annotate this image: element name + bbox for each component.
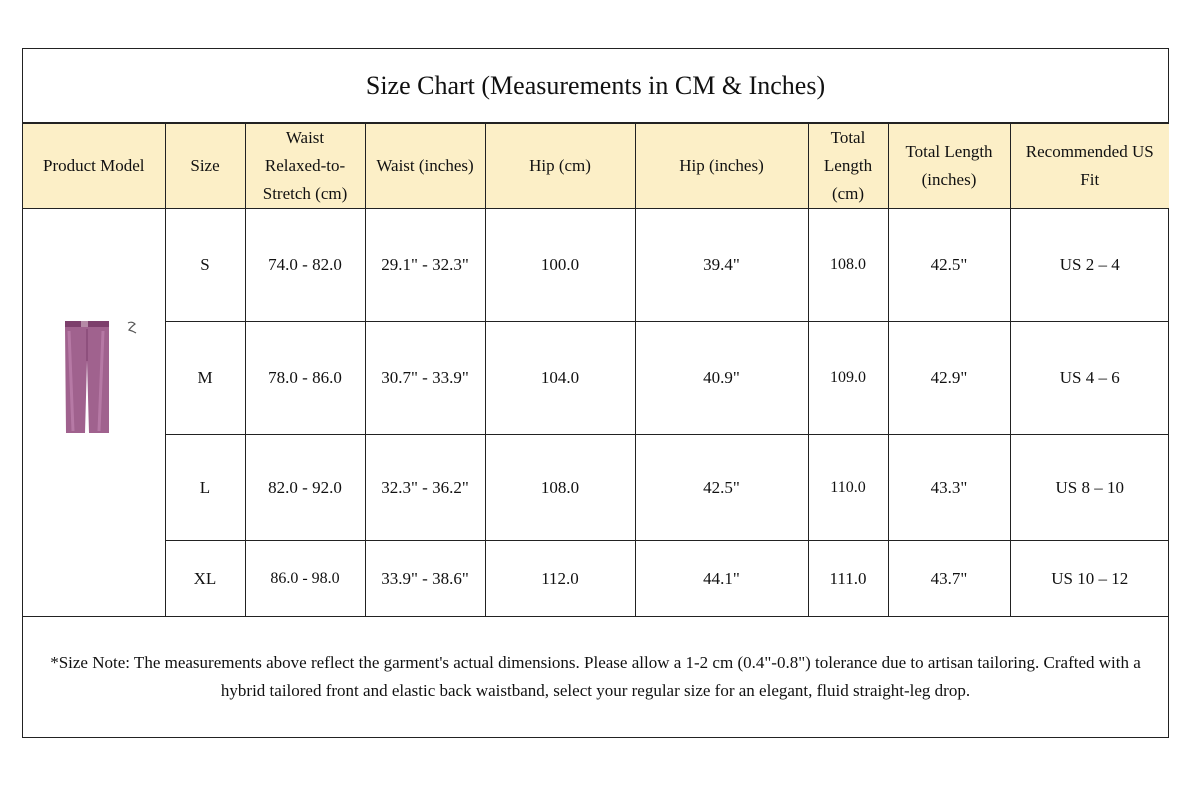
length-cm-cell: 111.0 bbox=[808, 541, 888, 617]
header-hip-inches: Hip (inches) bbox=[635, 124, 808, 209]
size-cell: S bbox=[165, 209, 245, 322]
size-cell: XL bbox=[165, 541, 245, 617]
hip-inches-cell: 39.4" bbox=[635, 209, 808, 322]
waist-cm-cell: 78.0 - 86.0 bbox=[245, 322, 365, 435]
header-waist-inches: Waist (inches) bbox=[365, 124, 485, 209]
length-cm-cell: 108.0 bbox=[808, 209, 888, 322]
size-note: *Size Note: The measurements above reflect the garment's actual dimensions. Please allow a 1-2 cm (0.4"-0.8") tolerance due to artisan tailoring. Crafted with a hybrid tailored front and elastic back waistband, select your regular size for an elegant, fluid straight-leg drop. bbox=[50, 653, 1141, 700]
us-fit-cell: US 2 – 4 bbox=[1010, 209, 1169, 322]
header-us-fit: Recommended US Fit bbox=[1010, 124, 1169, 209]
header-row bbox=[23, 124, 1169, 209]
size-row-l bbox=[23, 435, 1169, 541]
header-hip-cm: Hip (cm) bbox=[485, 124, 635, 209]
us-fit-cell: US 10 – 12 bbox=[1010, 541, 1169, 617]
header-product-model: Product Model bbox=[23, 124, 165, 209]
size-row-xl bbox=[23, 541, 1169, 617]
hip-cm-cell: 112.0 bbox=[485, 541, 635, 617]
size-table bbox=[23, 123, 1169, 617]
length-inches-cell: 43.3" bbox=[888, 435, 1010, 541]
length-inches-cell: 43.7" bbox=[888, 541, 1010, 617]
size-cell: L bbox=[165, 435, 245, 541]
waist-inches-cell: 32.3" - 36.2" bbox=[365, 435, 485, 541]
header-size: Size bbox=[165, 124, 245, 209]
waist-inches-cell: 29.1" - 32.3" bbox=[365, 209, 485, 322]
length-cm-cell: 110.0 bbox=[808, 435, 888, 541]
size-row-m bbox=[23, 322, 1169, 435]
size-cell: M bbox=[165, 322, 245, 435]
header-total-length-cm: Total Length (cm) bbox=[808, 124, 888, 209]
hip-cm-cell: 100.0 bbox=[485, 209, 635, 322]
care-label-icon bbox=[126, 321, 138, 335]
waist-cm-cell: 82.0 - 92.0 bbox=[245, 435, 365, 541]
size-chart bbox=[22, 48, 1169, 738]
waist-cm-cell: 74.0 - 82.0 bbox=[245, 209, 365, 322]
waist-cm-cell: 86.0 - 98.0 bbox=[245, 541, 365, 617]
waist-inches-cell: 30.7" - 33.9" bbox=[365, 322, 485, 435]
product-image-cell bbox=[23, 209, 165, 617]
hip-inches-cell: 44.1" bbox=[635, 541, 808, 617]
header-total-length-inches: Total Length (inches) bbox=[888, 124, 1010, 209]
size-row-s bbox=[23, 209, 1169, 322]
hip-cm-cell: 108.0 bbox=[485, 435, 635, 541]
chart-title: Size Chart (Measurements in CM & Inches) bbox=[23, 49, 1168, 123]
hip-inches-cell: 42.5" bbox=[635, 435, 808, 541]
header-waist-cm: Waist Relaxed-to-Stretch (cm) bbox=[245, 124, 365, 209]
us-fit-cell: US 8 – 10 bbox=[1010, 435, 1169, 541]
length-inches-cell: 42.9" bbox=[888, 322, 1010, 435]
waist-inches-cell: 33.9" - 38.6" bbox=[365, 541, 485, 617]
hip-cm-cell: 104.0 bbox=[485, 322, 635, 435]
length-inches-cell: 42.5" bbox=[888, 209, 1010, 322]
us-fit-cell: US 4 – 6 bbox=[1010, 322, 1169, 435]
trousers-icon bbox=[63, 321, 111, 437]
hip-inches-cell: 40.9" bbox=[635, 322, 808, 435]
length-cm-cell: 109.0 bbox=[808, 322, 888, 435]
